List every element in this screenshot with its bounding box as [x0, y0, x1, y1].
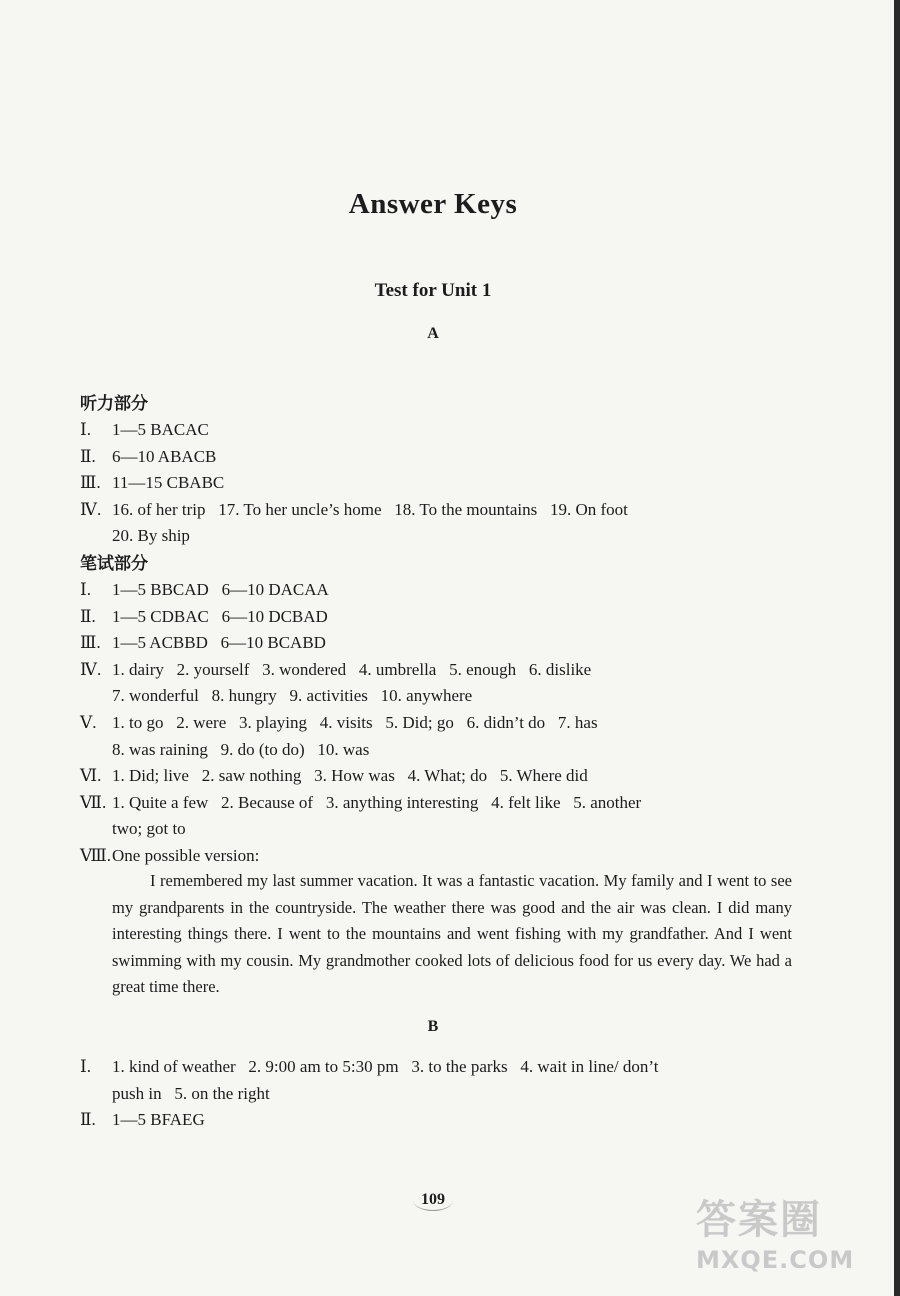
answer-line	[80, 683, 792, 710]
question-number: Ⅱ.	[80, 1110, 96, 1130]
listening-answers	[80, 417, 792, 550]
question-number: Ⅰ.	[80, 420, 91, 439]
answer-line	[80, 843, 792, 870]
answer-line	[80, 816, 792, 843]
answer-line	[80, 737, 792, 764]
watermark	[696, 1196, 886, 1288]
answer-line	[80, 523, 792, 550]
answer-text: 6—10 ABACB	[112, 446, 217, 466]
answer-text: 8. was raining 9. do (to do) 10. was	[112, 739, 370, 759]
answer-text: two; got to	[112, 819, 186, 839]
answer-text: 1—5 CDBAC 6—10 DCBAD	[112, 606, 328, 626]
question-number: Ⅶ.	[80, 792, 107, 812]
answer-text: 1—5 BFAEG	[112, 1110, 205, 1130]
answer-text: 11—15 CBABC	[112, 473, 225, 493]
answer-text: 1—5 BACAC	[112, 420, 209, 439]
section-a-label: A	[427, 325, 439, 342]
sample-essay: I remembered my last summer vacation. It was a fantastic vacation. My family and I went to see my grandparents in the countryside. The weather there was good and the air was clean. I did many interesting things there. I went to the mountains and went fishing with my grandfather. And I went swimming with my cousin. My grandmother cooked lots of delicious food for us every day. We had a great time there.	[112, 871, 792, 997]
listening-section	[80, 391, 792, 550]
answer-line	[80, 604, 792, 631]
answer-text: 1. Quite a few 2. Because of 3. anything interesting 4. felt like 5. another	[112, 792, 642, 812]
written-heading: 笔试部分	[80, 554, 148, 574]
page-title: Answer Keys	[348, 188, 518, 220]
written-answers	[80, 577, 792, 870]
answer-text: push in 5. on the right	[112, 1083, 270, 1103]
question-number: Ⅰ.	[80, 580, 91, 599]
question-number: Ⅰ.	[80, 1057, 91, 1076]
answer-line	[80, 470, 792, 497]
question-number: Ⅳ.	[80, 659, 102, 679]
answer-text: 1. Did; live 2. saw nothing 3. How was 4. What; do 5. Where did	[112, 766, 588, 786]
answer-line	[80, 497, 792, 524]
question-number: Ⅳ.	[80, 499, 102, 519]
answer-text: 1—5 BBCAD 6—10 DACAA	[112, 580, 329, 599]
question-number: Ⅲ.	[80, 473, 101, 493]
answer-text: 1. to go 2. were 3. playing 4. visits 5. Did; go 6. didn’t do 7. has	[112, 712, 598, 732]
answer-text: 20. By ship	[112, 526, 190, 546]
answer-line	[80, 763, 792, 790]
answer-line	[80, 710, 792, 737]
answer-line	[80, 1107, 792, 1134]
answer-line	[80, 790, 792, 817]
part-b-answers	[80, 1054, 792, 1134]
question-number: Ⅷ.	[80, 845, 112, 865]
question-number: Ⅱ.	[80, 446, 96, 466]
watermark-cn: 答案圈	[696, 1197, 822, 1243]
page-edge-shadow	[894, 0, 900, 1296]
answer-text: 1—5 ACBBD 6—10 BCABD	[112, 633, 326, 653]
part-b-section	[80, 1054, 792, 1134]
answer-line	[80, 657, 792, 684]
written-section	[80, 551, 792, 870]
answer-text: 1. kind of weather 2. 9:00 am to 5:30 pm 3. to the parks 4. wait in line/ don’t	[112, 1057, 659, 1076]
answer-line	[80, 577, 792, 604]
page-number-text: 109	[413, 1190, 453, 1211]
answer-line	[80, 444, 792, 471]
question-number: Ⅴ.	[80, 712, 97, 732]
listening-heading: 听力部分	[80, 394, 148, 414]
answer-text: 7. wonderful 8. hungry 9. activities 10. anywhere	[112, 686, 473, 706]
watermark-en: MXQE.COM	[696, 1246, 855, 1274]
answer-text: 1. dairy 2. yourself 3. wondered 4. umbrella 5. enough 6. dislike	[112, 659, 592, 679]
section-b-label: B	[427, 1018, 439, 1035]
answer-line	[80, 1054, 792, 1081]
answer-line	[80, 1081, 792, 1108]
answer-line	[80, 630, 792, 657]
answer-text: One possible version:	[112, 845, 260, 865]
unit-title: Test for Unit 1	[374, 280, 492, 301]
question-number: Ⅵ.	[80, 766, 102, 786]
answer-text: 16. of her trip 17. To her uncle’s home 18. To the mountains 19. On foot	[112, 499, 628, 519]
answer-line	[80, 417, 792, 444]
question-number: Ⅲ.	[80, 633, 101, 653]
question-number: Ⅱ.	[80, 606, 96, 626]
